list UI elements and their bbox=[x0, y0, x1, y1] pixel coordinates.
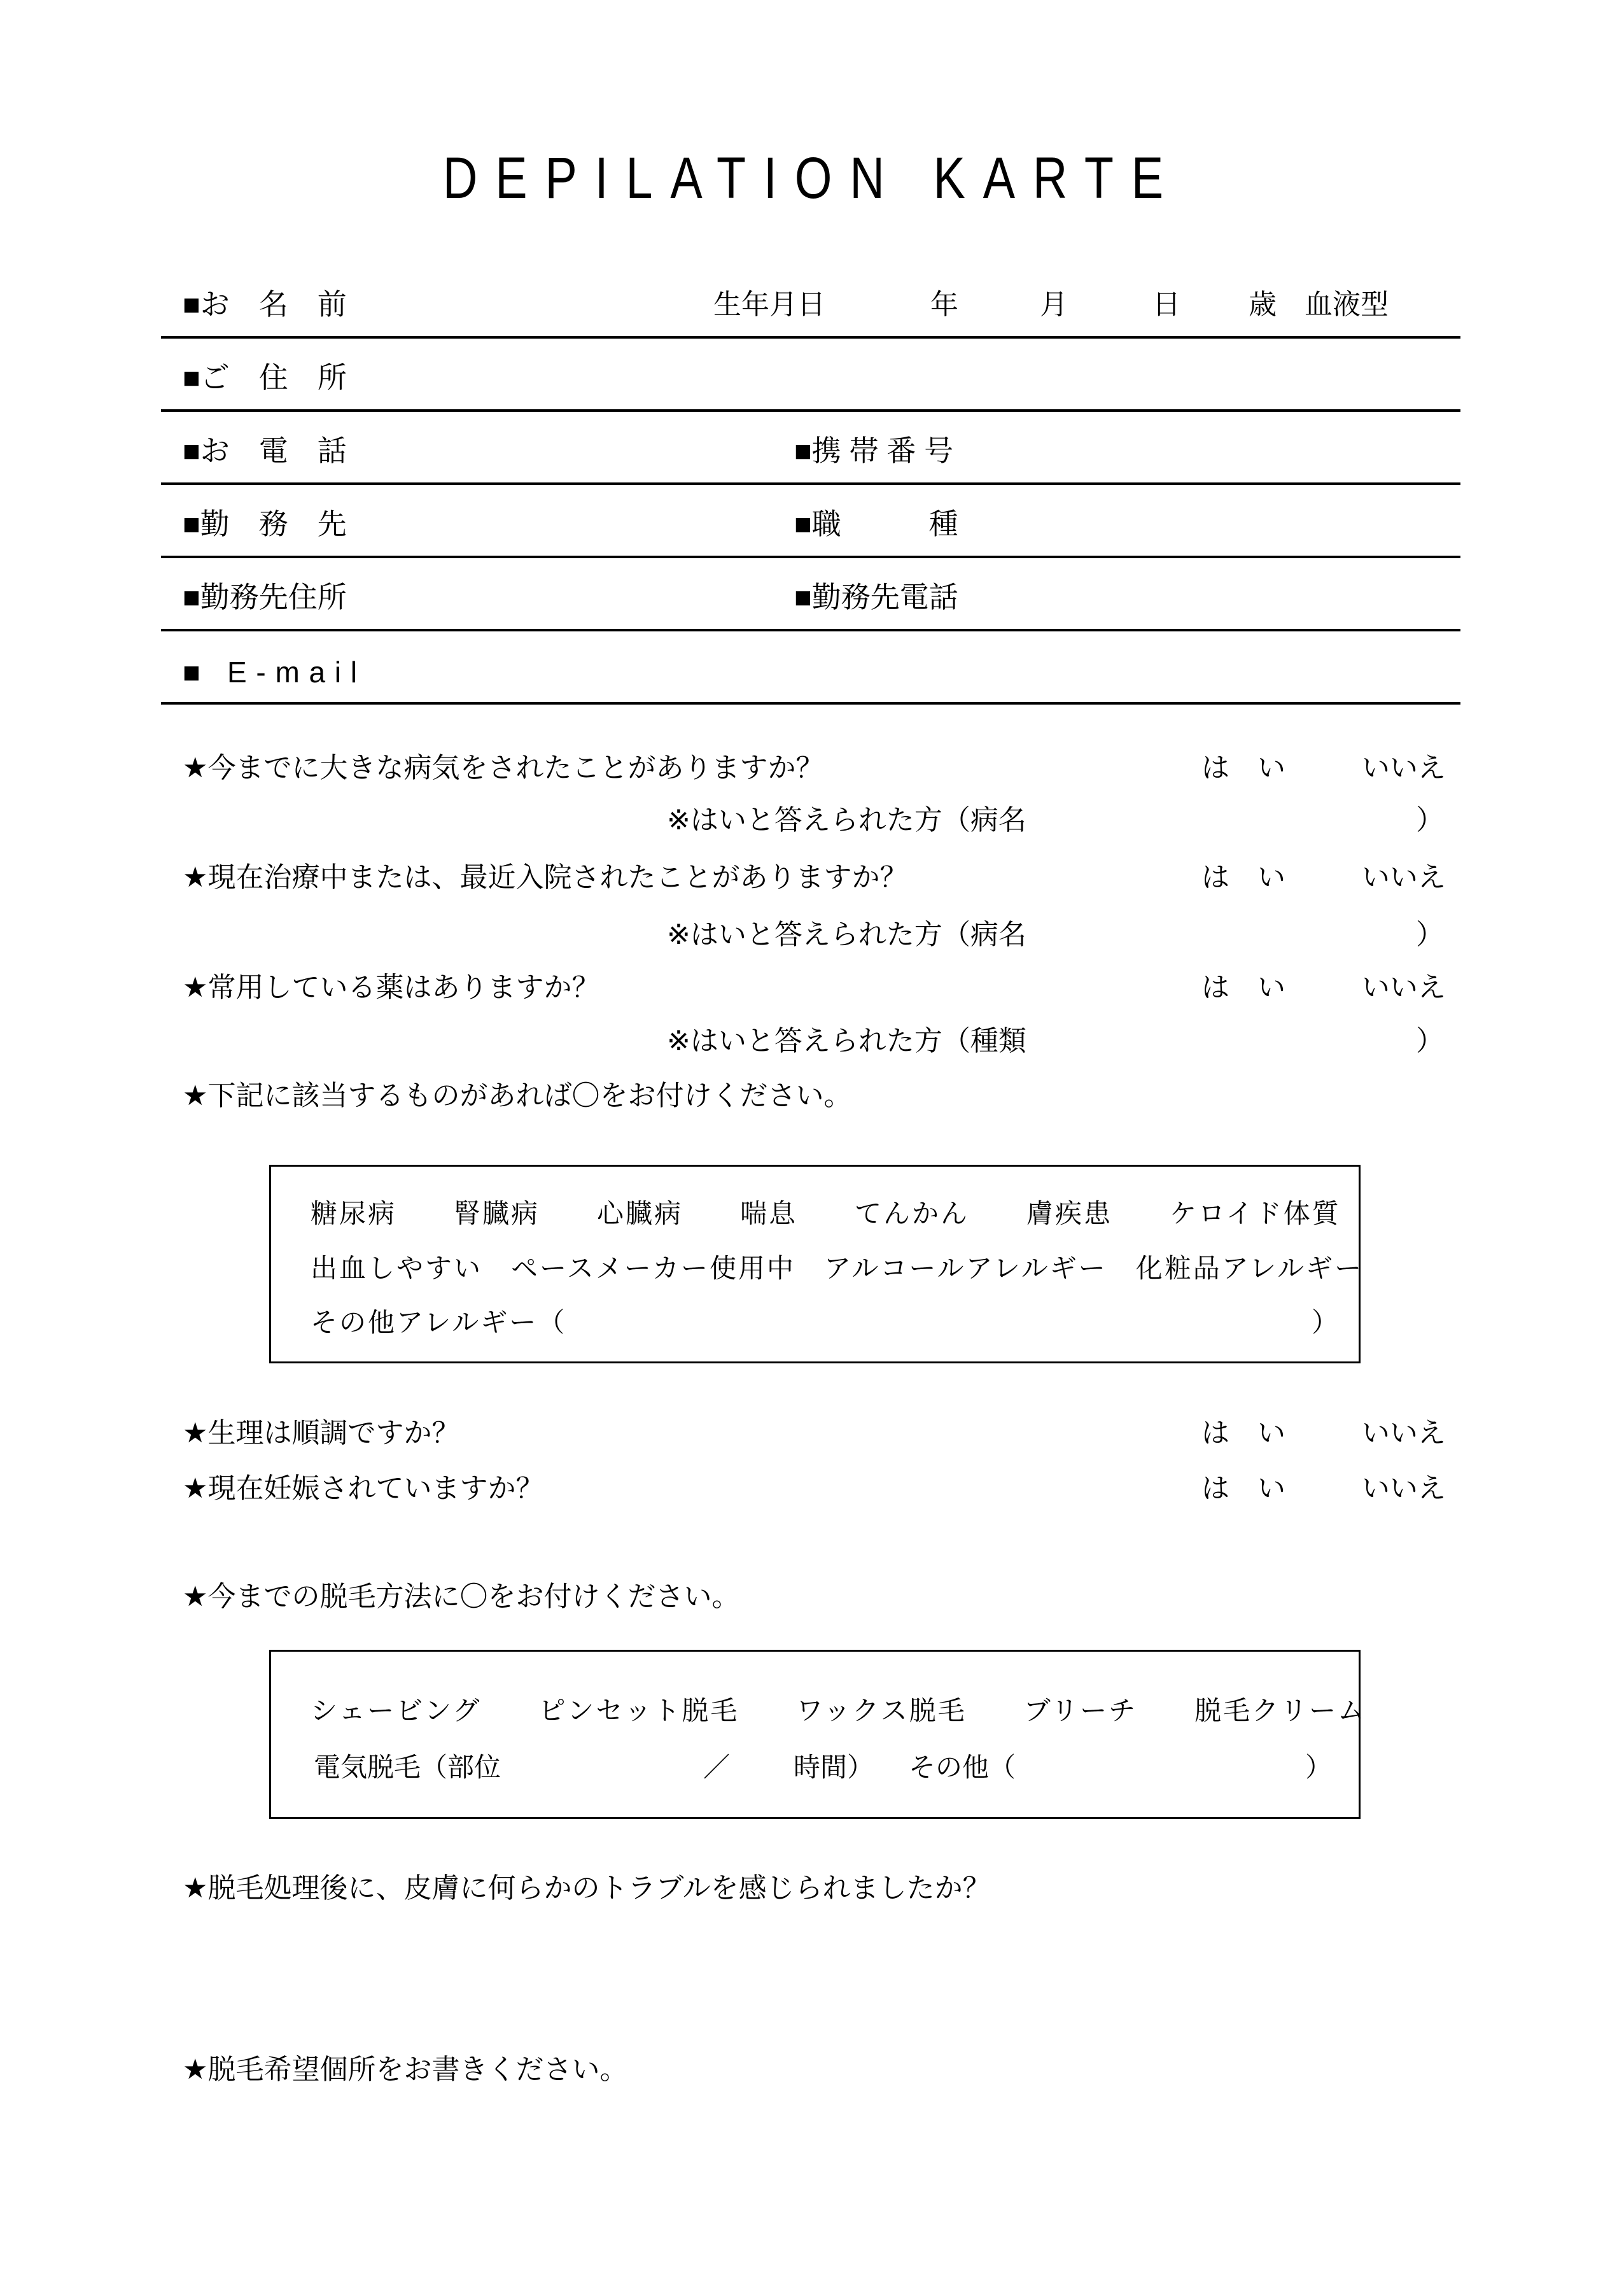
name-label: ■お 名 前 bbox=[183, 288, 347, 321]
medicine-note: ※はいと答えられた方（種類 bbox=[667, 1025, 1026, 1057]
answer-no: いいえ bbox=[1362, 1417, 1446, 1449]
other-allergy-label: その他アレルギー（ bbox=[311, 1307, 567, 1337]
year-label: 年 bbox=[930, 289, 958, 320]
email-label: ■ E-mail bbox=[183, 656, 367, 689]
answer-yes: は い bbox=[1201, 1417, 1285, 1449]
question-treatment: ★現在治療中または、最近入院されたことがありますか？ bbox=[183, 862, 908, 893]
time-label: 時間） bbox=[794, 1752, 874, 1782]
question-illness-row bbox=[161, 745, 1460, 783]
question-trouble-row bbox=[161, 1865, 1460, 1903]
field-row-address bbox=[161, 347, 1460, 412]
other-method-label: その他（ bbox=[909, 1752, 1016, 1782]
electro-depilation-label: 電気脱毛（部位 bbox=[314, 1752, 501, 1782]
question-desired-area-row bbox=[161, 2046, 1460, 2085]
answer-yes: は い bbox=[1201, 972, 1285, 1003]
question-medicine: ★常用している薬はありますか？ bbox=[183, 972, 600, 1003]
treatment-note: ※はいと答えられた方（病名 bbox=[667, 919, 1026, 950]
answer-no: いいえ bbox=[1362, 1473, 1446, 1504]
question-pregnant: ★現在妊娠されていますか？ bbox=[183, 1473, 544, 1504]
workplace-label: ■勤 務 先 bbox=[183, 507, 347, 540]
conditions-instruction-row bbox=[161, 1072, 1460, 1111]
close-paren: ） bbox=[1416, 805, 1444, 836]
mobile-label: ■携 帯 番 号 bbox=[794, 434, 954, 467]
question-illness: ★今までに大きな病気をされたことがありますか？ bbox=[183, 752, 824, 784]
phone-label: ■お 電 話 bbox=[183, 434, 347, 467]
field-row-workplace-address bbox=[161, 566, 1460, 631]
methods-box bbox=[269, 1650, 1367, 1819]
close-paren: ） bbox=[1416, 1025, 1444, 1057]
answer-no: いいえ bbox=[1362, 862, 1446, 893]
workplace-address-label: ■勤務先住所 bbox=[183, 580, 347, 614]
conditions-line-2: 出血しやすい ペースメーカー使用中 アルコールアレルギー 化粧品アレルギー bbox=[311, 1253, 1364, 1283]
field-row-email bbox=[161, 640, 1460, 705]
field-row-workplace bbox=[161, 493, 1460, 558]
age-label: 歳 bbox=[1249, 289, 1277, 320]
month-label: 月 bbox=[1040, 289, 1068, 320]
job-label: ■職 種 bbox=[794, 507, 958, 540]
question-pregnant-row bbox=[161, 1465, 1460, 1503]
conditions-line-1: 糖尿病 腎臓病 心臓病 喘息 てんかん 膚疾患 ケロイド体質 bbox=[311, 1199, 1341, 1228]
close-paren: ） bbox=[1416, 919, 1444, 950]
slash-separator: ／ bbox=[703, 1752, 731, 1782]
methods-instruction-row bbox=[161, 1573, 1460, 1612]
close-paren: ） bbox=[1305, 1752, 1333, 1782]
question-medicine-note-row bbox=[161, 1018, 1460, 1056]
question-trouble: ★脱毛処理後に、皮膚に何らかのトラブルを感じられましたか？ bbox=[183, 1873, 991, 1904]
illness-note: ※はいと答えられた方（病名 bbox=[667, 805, 1026, 836]
question-treatment-note-row bbox=[161, 911, 1460, 950]
day-label: 日 bbox=[1152, 289, 1180, 320]
question-medicine-row bbox=[161, 964, 1460, 1002]
birthdate-label: 生年月日 bbox=[713, 289, 825, 320]
answer-yes: は い bbox=[1201, 862, 1285, 893]
methods-line-1: シェービング ピンセット脱毛 ワックス脱毛 ブリーチ 脱毛クリーム bbox=[311, 1696, 1367, 1726]
question-illness-note-row bbox=[161, 797, 1460, 835]
question-desired-area: ★脱毛希望個所をお書きください。 bbox=[183, 2054, 628, 2085]
conditions-instruction: ★下記に該当するものがあれば〇をお付けください。 bbox=[183, 1080, 852, 1111]
question-treatment-row bbox=[161, 854, 1460, 892]
answer-no: いいえ bbox=[1362, 972, 1446, 1003]
address-label: ■ご 住 所 bbox=[183, 361, 347, 394]
question-period: ★生理は順調ですか？ bbox=[183, 1417, 460, 1449]
question-period-row bbox=[161, 1410, 1460, 1448]
answer-yes: は い bbox=[1201, 752, 1285, 784]
answer-yes: は い bbox=[1201, 1473, 1285, 1504]
blood-type-label: 血液型 bbox=[1305, 289, 1389, 320]
workplace-phone-label: ■勤務先電話 bbox=[794, 580, 958, 614]
close-paren: ） bbox=[1312, 1307, 1339, 1337]
methods-instruction: ★今までの脱毛方法に〇をお付けください。 bbox=[183, 1581, 740, 1612]
field-row-phone bbox=[161, 420, 1460, 485]
page-title: DEPILATION KARTE bbox=[442, 146, 1182, 211]
answer-no: いいえ bbox=[1362, 752, 1446, 784]
conditions-box bbox=[269, 1165, 1364, 1363]
field-row-name-birth bbox=[161, 274, 1460, 339]
